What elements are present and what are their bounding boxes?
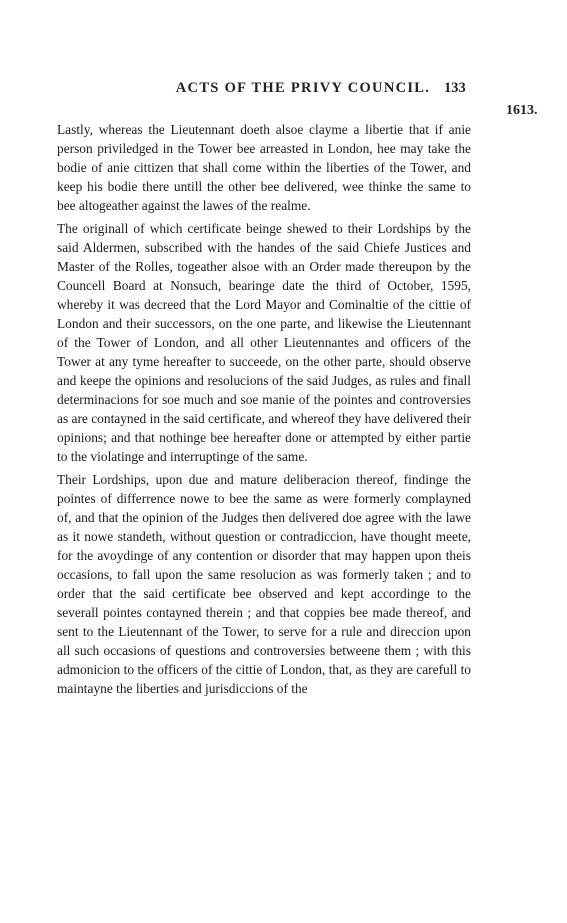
page-number: 133 bbox=[444, 80, 466, 96]
running-title: ACTS OF THE PRIVY COUNCIL. bbox=[175, 80, 431, 96]
paragraph-1: Lastly, whereas the Lieutennant doeth alsoe clayme a libertie that if anie person priviledged in the Tower bee arreasted in London, hee may take the bodie of anie cittizen that shall come within the liberties of the Tower, and keep his bodie there untill the other bee delivered, wee thinke the same to bee altogeather against the lawes of the realme. bbox=[57, 122, 471, 213]
body-text bbox=[57, 120, 471, 702]
paragraph-2: The originall of which certificate beinge shewed to their Lordships by the said Aldermen, subscribed with the handes of the said Chiefe Justices and Master of the Rolles, togeather alsoe with an Order made thereupon by the Councell Board at Nonsuch, bearinge date the third of October, 1595, whereby it was decreed that the Lord Mayor and Cominaltie of the cittie of London and their successors, on the one parte, and likewise the Lieutennant of the Tower of London, and all other Lieutennantes and officers of the Tower at any tyme hereafter to succeede, on the other parte, should observe and keepe the opinions and resolucions of the said Judges, as rules and finall determinacions for soe much and soe manie of the pointes and controversies as are contayned in the said certificate, and whereof they have delivered their opinions; and that nothinge bee hereafter done or attempted by either partie to the violatinge and interruptinge of the same. bbox=[57, 221, 471, 464]
margin-year: 1613. bbox=[506, 103, 538, 118]
paragraph-3: Their Lordships, upon due and mature deliberacion thereof, findinge the pointes of differrence nowe to bee the same as were formerly complayned of, and that the opinion of the Judges then delivered doe agree with the lawe as it nowe standeth, without question or contradiccion, have thought meete, for the avoydinge of any contention or disorder that may happen upon theis occasions, to fall upon the same resolucion as was formerly taken ; and to order that the said certificate bee observed and kept accordinge to the severall pointes contayned therein ; and that coppies bee made thereof, and sent to the Lieutennant of the Tower, to serve for a rule and direccion upon all such occasions of questions and controversies betweene them ; with this admonicion to the officers of the cittie of London, that, as they are carefull to maintayne the liberties and jurisdiccions of the bbox=[57, 472, 471, 696]
